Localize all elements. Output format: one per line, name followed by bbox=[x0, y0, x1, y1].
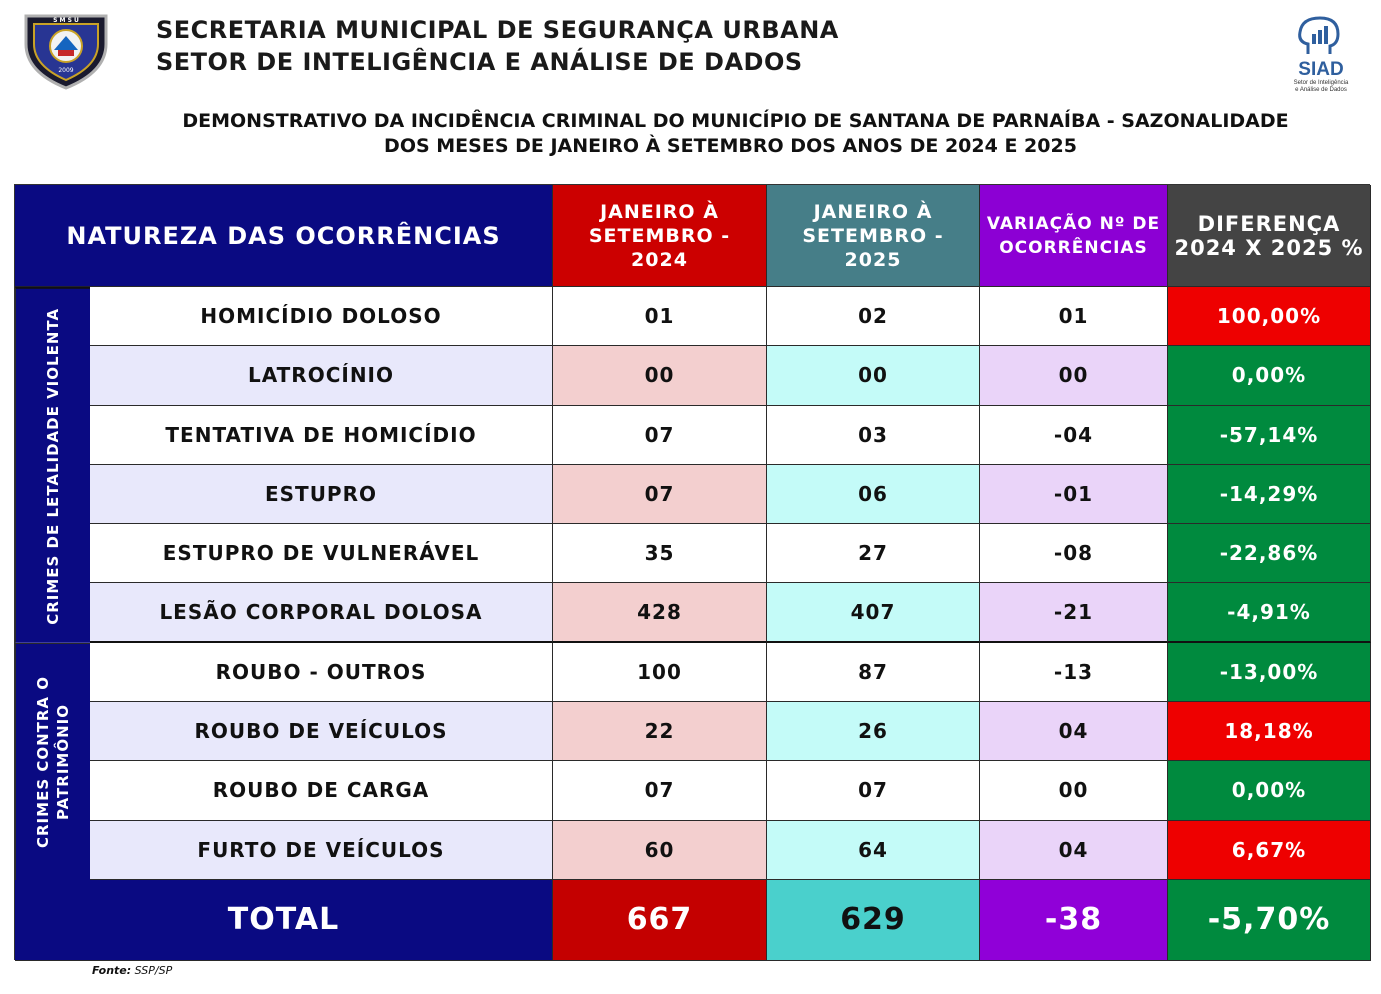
row-name: ROUBO - OUTROS bbox=[90, 643, 553, 702]
header-variacao: VARIAÇÃO Nº DE OCORRÊNCIAS bbox=[980, 185, 1168, 287]
row-variacao: -08 bbox=[980, 524, 1168, 583]
subtitle-line-2: DOS MESES DE JANEIRO À SETEMBRO DOS ANOS DE 2024 E 2025 bbox=[384, 135, 1077, 157]
row-name: LATROCÍNIO bbox=[90, 346, 553, 405]
row-2024: 01 bbox=[553, 287, 767, 346]
header-line-1: SECRETARIA MUNICIPAL DE SEGURANÇA URBANA bbox=[156, 16, 839, 44]
row-diferenca: -14,29% bbox=[1168, 465, 1371, 524]
row-name: ESTUPRO DE VULNERÁVEL bbox=[90, 524, 553, 583]
row-name: LESÃO CORPORAL DOLOSA bbox=[90, 583, 553, 642]
header-natureza: NATUREZA DAS OCORRÊNCIAS bbox=[15, 185, 553, 287]
row-variacao: 01 bbox=[980, 287, 1168, 346]
row-name: ROUBO DE CARGA bbox=[90, 761, 553, 820]
row-diferenca: 18,18% bbox=[1168, 702, 1371, 761]
total-variacao: -38 bbox=[980, 880, 1168, 961]
row-variacao: 00 bbox=[980, 346, 1168, 405]
total-label: TOTAL bbox=[15, 880, 553, 961]
row-2024: 07 bbox=[553, 761, 767, 820]
row-diferenca: -57,14% bbox=[1168, 406, 1371, 465]
row-variacao: -13 bbox=[980, 643, 1168, 702]
siad-caption-1: Setor de Inteligência bbox=[1293, 80, 1349, 86]
logo-left-year: 2009 bbox=[58, 67, 74, 74]
row-variacao: -21 bbox=[980, 583, 1168, 642]
row-name: HOMICÍDIO DOLOSO bbox=[90, 287, 553, 346]
row-diferenca: -22,86% bbox=[1168, 524, 1371, 583]
row-2024: 35 bbox=[553, 524, 767, 583]
row-name: TENTATIVA DE HOMICÍDIO bbox=[90, 406, 553, 465]
header-line-2: SETOR DE INTELIGÊNCIA E ANÁLISE DE DADOS bbox=[156, 48, 803, 76]
siad-name: SIAD bbox=[1298, 59, 1344, 80]
row-diferenca: -4,91% bbox=[1168, 583, 1371, 642]
smsu-shield-logo bbox=[20, 10, 112, 90]
row-2024: 60 bbox=[553, 821, 767, 880]
logo-left-top-text: S M S U bbox=[53, 17, 79, 24]
row-2024: 07 bbox=[553, 465, 767, 524]
row-name: FURTO DE VEÍCULOS bbox=[90, 821, 553, 880]
siad-head-icon bbox=[1288, 14, 1354, 56]
row-2025: 06 bbox=[767, 465, 980, 524]
row-diferenca: 100,00% bbox=[1168, 287, 1371, 346]
header-diferenca: DIFERENÇA 2024 X 2025 % bbox=[1168, 185, 1371, 287]
row-2025: 64 bbox=[767, 821, 980, 880]
row-2025: 00 bbox=[767, 346, 980, 405]
source-label: Fonte: bbox=[92, 964, 132, 977]
group-patrimonio: CRIMES CONTRA O PATRIMÔNIO bbox=[15, 643, 90, 880]
row-variacao: 04 bbox=[980, 702, 1168, 761]
total-diferenca: -5,70% bbox=[1168, 880, 1371, 961]
row-variacao: 00 bbox=[980, 761, 1168, 820]
row-2025: 27 bbox=[767, 524, 980, 583]
header-2025: JANEIRO À SETEMBRO - 2025 bbox=[767, 185, 980, 287]
crime-statistics-table bbox=[14, 184, 1370, 960]
row-2025: 26 bbox=[767, 702, 980, 761]
header-2024: JANEIRO À SETEMBRO - 2024 bbox=[553, 185, 767, 287]
total-2025: 629 bbox=[767, 880, 980, 961]
row-2025: 07 bbox=[767, 761, 980, 820]
row-2024: 07 bbox=[553, 406, 767, 465]
row-variacao: 04 bbox=[980, 821, 1168, 880]
subtitle-line-1: DEMONSTRATIVO DA INCIDÊNCIA CRIMINAL DO MUNICÍPIO DE SANTANA DE PARNAÍBA - SAZONALIDADE bbox=[182, 110, 1289, 132]
total-2024: 667 bbox=[553, 880, 767, 961]
row-2024: 100 bbox=[553, 643, 767, 702]
row-diferenca: 0,00% bbox=[1168, 346, 1371, 405]
siad-logo bbox=[1288, 14, 1354, 94]
row-2024: 428 bbox=[553, 583, 767, 642]
row-diferenca: 6,67% bbox=[1168, 821, 1371, 880]
row-diferenca: 0,00% bbox=[1168, 761, 1371, 820]
row-variacao: -01 bbox=[980, 465, 1168, 524]
row-variacao: -04 bbox=[980, 406, 1168, 465]
row-2025: 407 bbox=[767, 583, 980, 642]
row-name: ROUBO DE VEÍCULOS bbox=[90, 702, 553, 761]
row-2025: 03 bbox=[767, 406, 980, 465]
source-value: SSP/SP bbox=[134, 964, 173, 977]
row-diferenca: -13,00% bbox=[1168, 643, 1371, 702]
row-2024: 00 bbox=[553, 346, 767, 405]
siad-caption-2: e Análise de Dados bbox=[1295, 87, 1347, 93]
row-name: ESTUPRO bbox=[90, 465, 553, 524]
row-2025: 87 bbox=[767, 643, 980, 702]
row-2025: 02 bbox=[767, 287, 980, 346]
group-letalidade-violenta: CRIMES DE LETALIDADE VIOLENTA bbox=[15, 287, 90, 643]
source-note bbox=[92, 964, 172, 977]
row-2024: 22 bbox=[553, 702, 767, 761]
